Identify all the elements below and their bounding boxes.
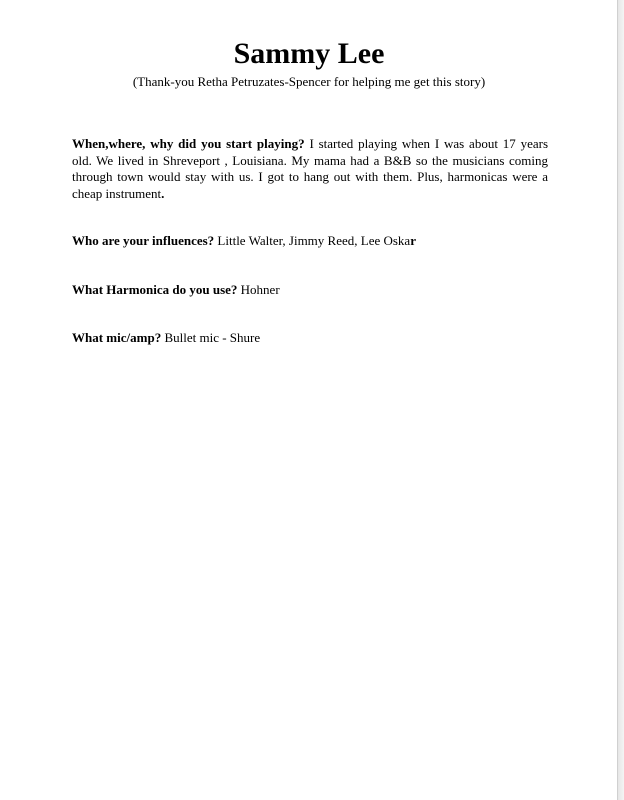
answer-start-playing: I started playing when I was about 17 years old. We lived in Shreveport , Louisiana. My mama had a B&B so the musicians coming through town would stay with us. I got to hang out with them. Plus, harmonicas were a cheap instrument xyxy=(72,136,548,201)
qa-mic-amp xyxy=(72,330,548,347)
qa-start-playing xyxy=(72,136,548,202)
answer-harmonica: Hohner xyxy=(237,282,280,297)
answer-start-playing-end: . xyxy=(161,185,165,201)
page-title: Sammy Lee xyxy=(233,37,385,70)
question-mic-amp: What mic/amp? xyxy=(72,330,162,345)
answer-influences: Little Walter, Jimmy Reed, Lee Oska xyxy=(214,233,411,248)
question-influences: Who are your influences? xyxy=(72,233,215,248)
answer-influences-end: r xyxy=(410,233,416,248)
answer-mic-amp: Bullet mic - Shure xyxy=(161,330,261,345)
page-subtitle: (Thank-you Retha Petruzates-Spencer for helping me get this story) xyxy=(132,74,486,89)
page-edge xyxy=(617,0,624,800)
question-start-playing: When,where, why did you start playing? xyxy=(72,136,305,151)
qa-influences xyxy=(72,233,548,250)
question-harmonica: What Harmonica do you use? xyxy=(72,282,238,297)
qa-harmonica xyxy=(72,282,548,299)
